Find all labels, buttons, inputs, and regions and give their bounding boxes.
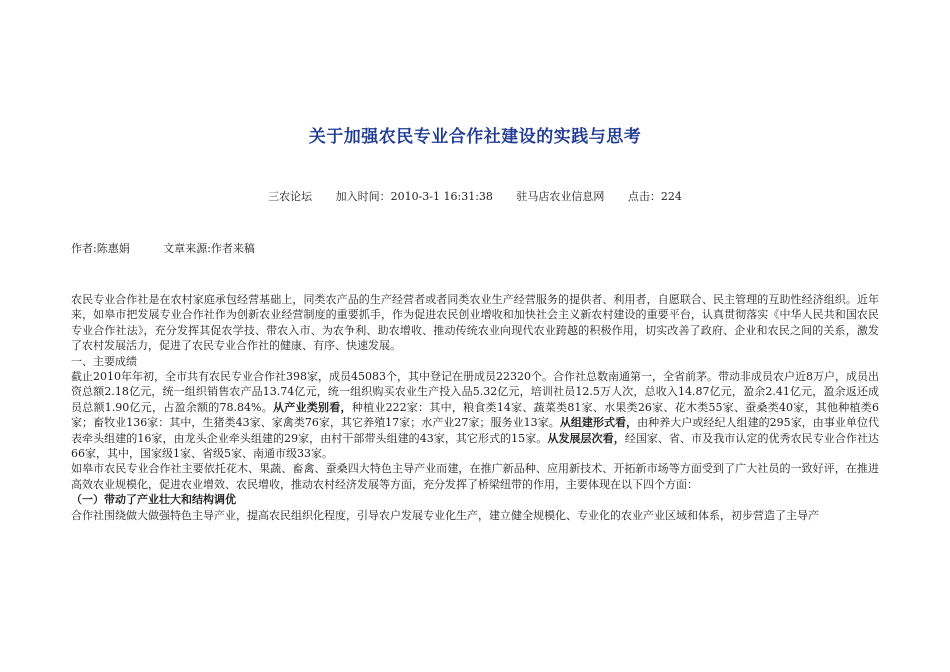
- bold-lead-formation: 从组建形式看，: [559, 416, 638, 430]
- paragraph-intro: 农民专业合作社是在农村家庭承包经营基础上，同类农产品的生产经营者或者同类农业生产经营服务的提供者、利用者，自愿联合、民主管理的互助性经济组织。近年来，如皋市把发展专业合作社作为创新农业经营制度的重要抓手，作为促进农民创业增收和加快社会主义新农村建设的重要平台，认真贯彻落实《中华人民共和国农民专业合作社法》，充分发挥其促农学技、带农入市、为农争利、助农增收、推动传统农业向现代农业跨越的积极作用，切实改善了政府、企业和农民之间的关系，激发了农村发展活力，促进了农民专业合作社的健康、有序、快速发展。: [71, 293, 879, 353]
- paragraph-text: 经国家、省、市及我市认定的优秀农民专业合作社达66家，其中，国家级1家、省级5家、南通市级33家。: [71, 431, 880, 461]
- meta-category: 三农论坛: [268, 190, 313, 203]
- meta-clicks: 点击：224: [627, 190, 682, 203]
- paragraph-overview: 如皋市农民专业合作社主要依托花木、果蔬、畜禽、蚕桑四大特色主导产业而建，在推广新品种、应用新技术、开拓新市场等方面受到了广大社员的一致好评，在推进高效农业规模化，促进农业增效、农民增收，推动农村经济发展等方面，充分发挥了桥梁纽带的作用，主要体现在以下四个方面：: [71, 462, 879, 491]
- article-title: 关于加强农民专业合作社建设的实践与思考: [308, 127, 642, 147]
- author-name: 作者:陈惠娟: [71, 242, 130, 255]
- paragraph-text: 种植业222家：其中，粮食类14家、蔬菜类81家、水果类26家、花木类55家、蚕桑类40家，其他种植类6家；畜牧业136家：其中，生猪类43家、家禽类76家，其它养殖17家；水产业27家；服务业13家。: [71, 400, 880, 430]
- paragraph-text: 由种养大户或经纪人组建的295家，由事业单位代表牵头组建的16家，由龙头企业牵头组建的29家，由村干部带头组建的43家，其它形式的15家。: [71, 416, 880, 445]
- subsection-heading-1: （一）带动了产业壮大和结构调优: [71, 493, 236, 507]
- paragraph-statistics: [71, 369, 879, 461]
- paragraph-text: 截止2010年年初，全市共有农民专业合作社398家，成员45083个，其中登记在册成员22320个。合作社总数南通第一，全省前茅。带动非成员农户近8万户，成员出资总额2.18亿元，统一组织销售农产品13.74亿元，统一组织购买农业生产投入品5.32亿元，培训社员12.5万人次，总收入14.87亿元，盈余2.41亿元，盈余返还成员总额1.90亿元，占盈余额的78.84%。: [71, 370, 879, 414]
- article-author-line: [71, 240, 285, 256]
- article-meta: [0, 188, 950, 204]
- meta-added-time: 加入时间：2010-3-1 16:31:38: [335, 190, 493, 203]
- bold-lead-level: 从发展层次看，: [547, 431, 625, 445]
- section-heading-main-results: 一、主要成绩: [71, 354, 137, 368]
- bold-lead-industry: 从产业类别看，: [273, 400, 352, 414]
- paragraph-subsection-1: 合作社围绕做大做强特色主导产业，提高农民组织化程度，引导农户发展专业化生产，建立健全规模化、专业化的农业产业区域和体系，初步营造了主导产: [71, 508, 819, 522]
- meta-source-site: 驻马店农业信息网: [516, 190, 605, 203]
- article-source: 文章来源:作者来稿: [163, 242, 255, 255]
- article-body: [71, 292, 879, 523]
